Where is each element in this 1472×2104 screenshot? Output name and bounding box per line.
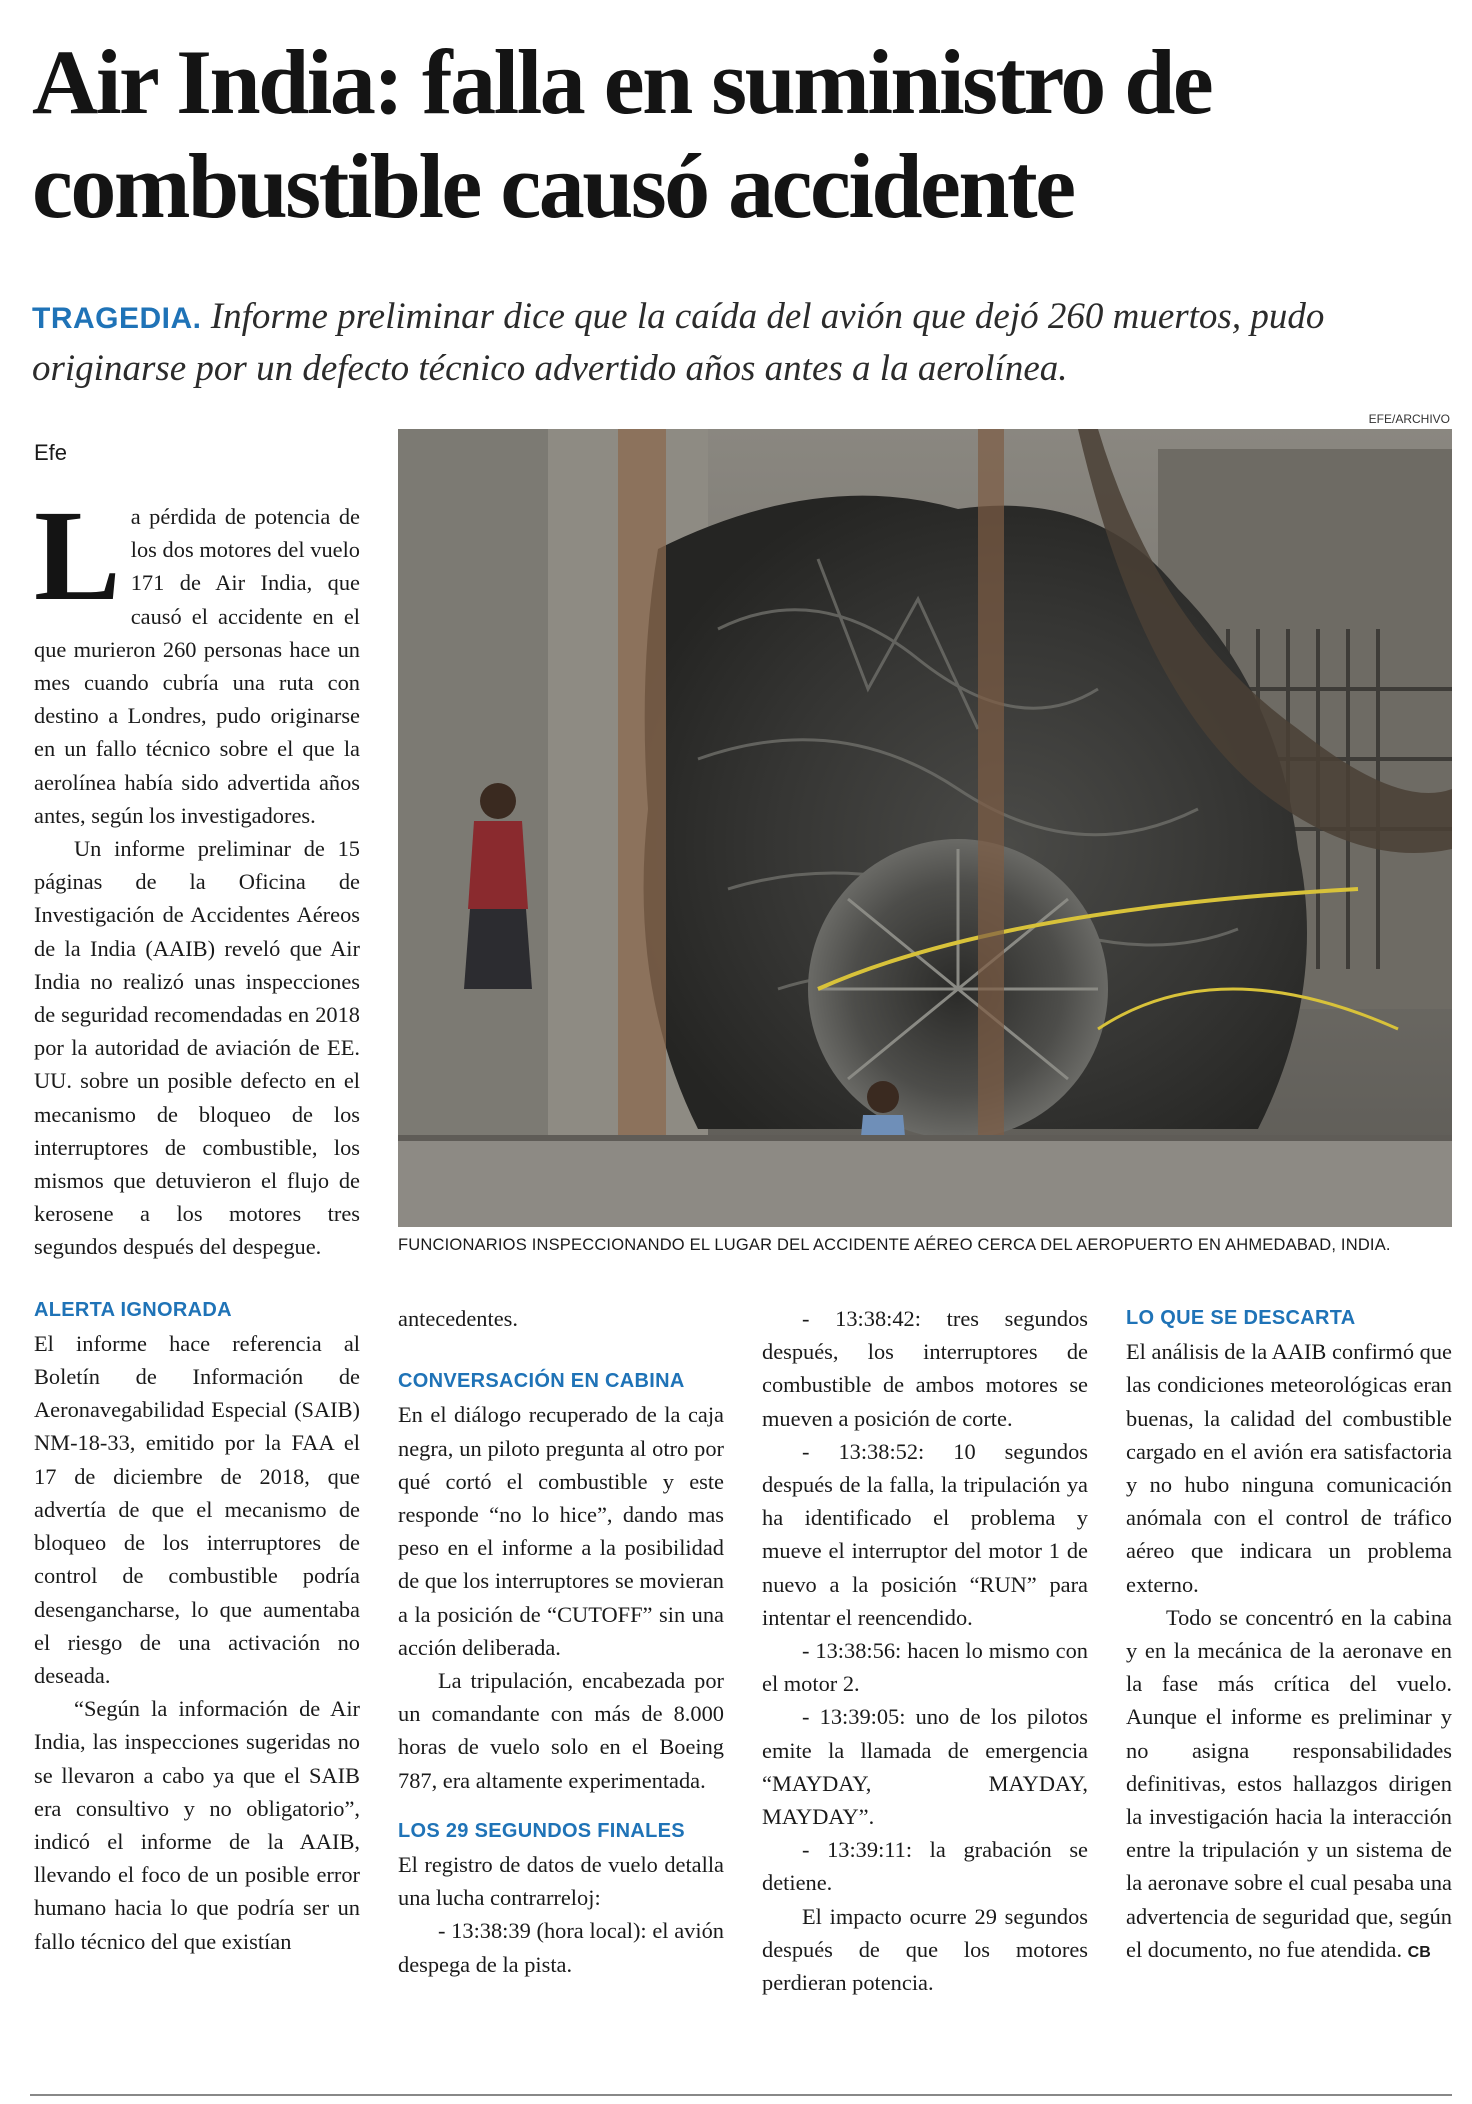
photo-credit: EFE/ARCHIVO [1368,412,1450,426]
article-column-4 [1126,1302,1452,1969]
deck-text: Informe preliminar dice que la caída del avión que dejó 260 muertos, pudo originarse por un defecto técnico advertido años antes a la aerolínea. [32,296,1325,389]
paragraph: El informe hace referencia al Boletín de Información de Aeronavegabilidad Especial (SAIB) NM-18-33, emitido por la FAA el 17 de diciembre de 2018, que advertía de que el mecanismo de bloqueo de los interruptores de control de combustible podría desengancharse, lo que aumentaba el riesgo de una activación no deseada. [34,1330,360,1688]
photo-caption: FUNCIONARIOS INSPECCIONANDO EL LUGAR DEL ACCIDENTE AÉREO CERCA DEL AEROPUERTO EN AHMEDABAD, INDIA. [398,1236,1391,1254]
paragraph: En el diálogo recuperado de la caja negra, un piloto pregunta al otro por qué cortó el combustible y este responde “no lo hice”, dando mas peso en el informe a la posibilidad de que los interruptores se movieran a la posición de “CUTOFF” sin una acción deliberada. [398,1402,724,1660]
crash-site-illustration [398,429,1452,1227]
subhead-alerta: ALERTA IGNORADA [34,1298,232,1321]
paragraph [1126,1601,1452,1969]
bottom-rule [30,2094,1452,2096]
article-column-2 [398,1302,724,1981]
dropcap: L [34,484,121,628]
headline: Air India: falla en suministro de combustible causó accidente [32,31,1212,237]
paragraph: antecedentes. [398,1306,518,1331]
subhead-segundos: LOS 29 SEGUNDOS FINALES [398,1819,685,1842]
article-column-1 [34,484,360,1958]
paragraph: Un informe preliminar de 15 páginas de la Oficina de Investigación de Accidentes Aéreos de la India (AAIB) reveló que Air India no realizó unas inspecciones de seguridad recomendadas en 2018 por la autoridad de aviación de EE. UU. sobre un posible defecto en el mecanismo de bloqueo de los interruptores de combustible, los mismos que detuvieron el flujo de kerosene a los motores tres segundos después del despegue. [34,836,360,1260]
end-mark: CB [1407,1943,1431,1961]
closing-paragraph-text: Todo se concentró en la cabina y en la mecánica de la aeronave en la fase más crítica del vuelo. Aunque el informe es preliminar y no asigna responsabilidades definitivas, estos hallazgos dirigen la investigación hacia la interacción entre la tripulación y un sistema de la aeronave sobre el cual pesaba una advertencia de seguridad que, según el documento, no fue atendida. [1126,1604,1452,1962]
paragraph: El impacto ocurre 29 segundos después de que los motores perdieran potencia. [762,1903,1088,1996]
deck [32,292,1452,394]
subhead-descarta: LO QUE SE DESCARTA [1126,1307,1356,1329]
paragraph: - 13:38:52: 10 segundos después de la falla, la tripulación ya ha identificado el problema y mueve el interruptor del motor 1 de nuevo a la posición “RUN” para intentar el reencendido. [762,1438,1088,1630]
subhead-conversacion: CONVERSACIÓN EN CABINA [398,1370,685,1393]
paragraph: - 13:38:56: hacen lo mismo con el motor 2. [762,1638,1088,1697]
lead-paragraph-text: a pérdida de potencia de los dos motores del vuelo 171 de Air India, que causó el accidente en el que murieron 260 personas hace un mes cuando cubría una ruta con destino a Londres, pudo originarse en un fallo técnico sobre el que la aerolínea había sido advertida años antes, según los investigadores. [34,504,360,828]
paragraph: El análisis de la AAIB confirmó que las condiciones meteorológicas eran buenas, la calidad del combustible cargado en el avión era satisfactoria y no hubo ninguna comunicación anómala con el control de tráfico aéreo que indicara un problema externo. [1126,1339,1452,1597]
byline: Efe [34,440,68,465]
crash-site-photo [398,429,1452,1227]
paragraph: - 13:38:42: tres segundos después, los interruptores de combustible de ambos motores se mueven a posición de corte. [762,1306,1088,1431]
deck-kicker: TRAGEDIA. [32,302,202,335]
paragraph: La tripulación, encabezada por un comandante con más de 8.000 horas de vuelo solo en el Boeing 787, era altamente experimentada. [398,1668,724,1793]
paragraph: El registro de datos de vuelo detalla una lucha contrarreloj: [398,1852,724,1911]
paragraph: “Según la información de Air India, las inspecciones sugeridas no se llevaron a cabo ya que el SAIB era consultivo y no obligatorio”, indicó el informe de la AAIB, llevando el foco de un posible error humano hacia lo que podría ser un fallo técnico del que existían [34,1696,360,1954]
paragraph: - 13:38:39 (hora local): el avión despega de la pista. [398,1918,724,1977]
lead-paragraph [34,484,360,832]
paragraph: - 13:39:05: uno de los pilotos emite la llamada de emergencia “MAYDAY, MAYDAY, MAYDAY”. [762,1704,1088,1830]
article-column-3 [762,1302,1088,1999]
paragraph: - 13:39:11: la grabación se detiene. [762,1837,1088,1896]
